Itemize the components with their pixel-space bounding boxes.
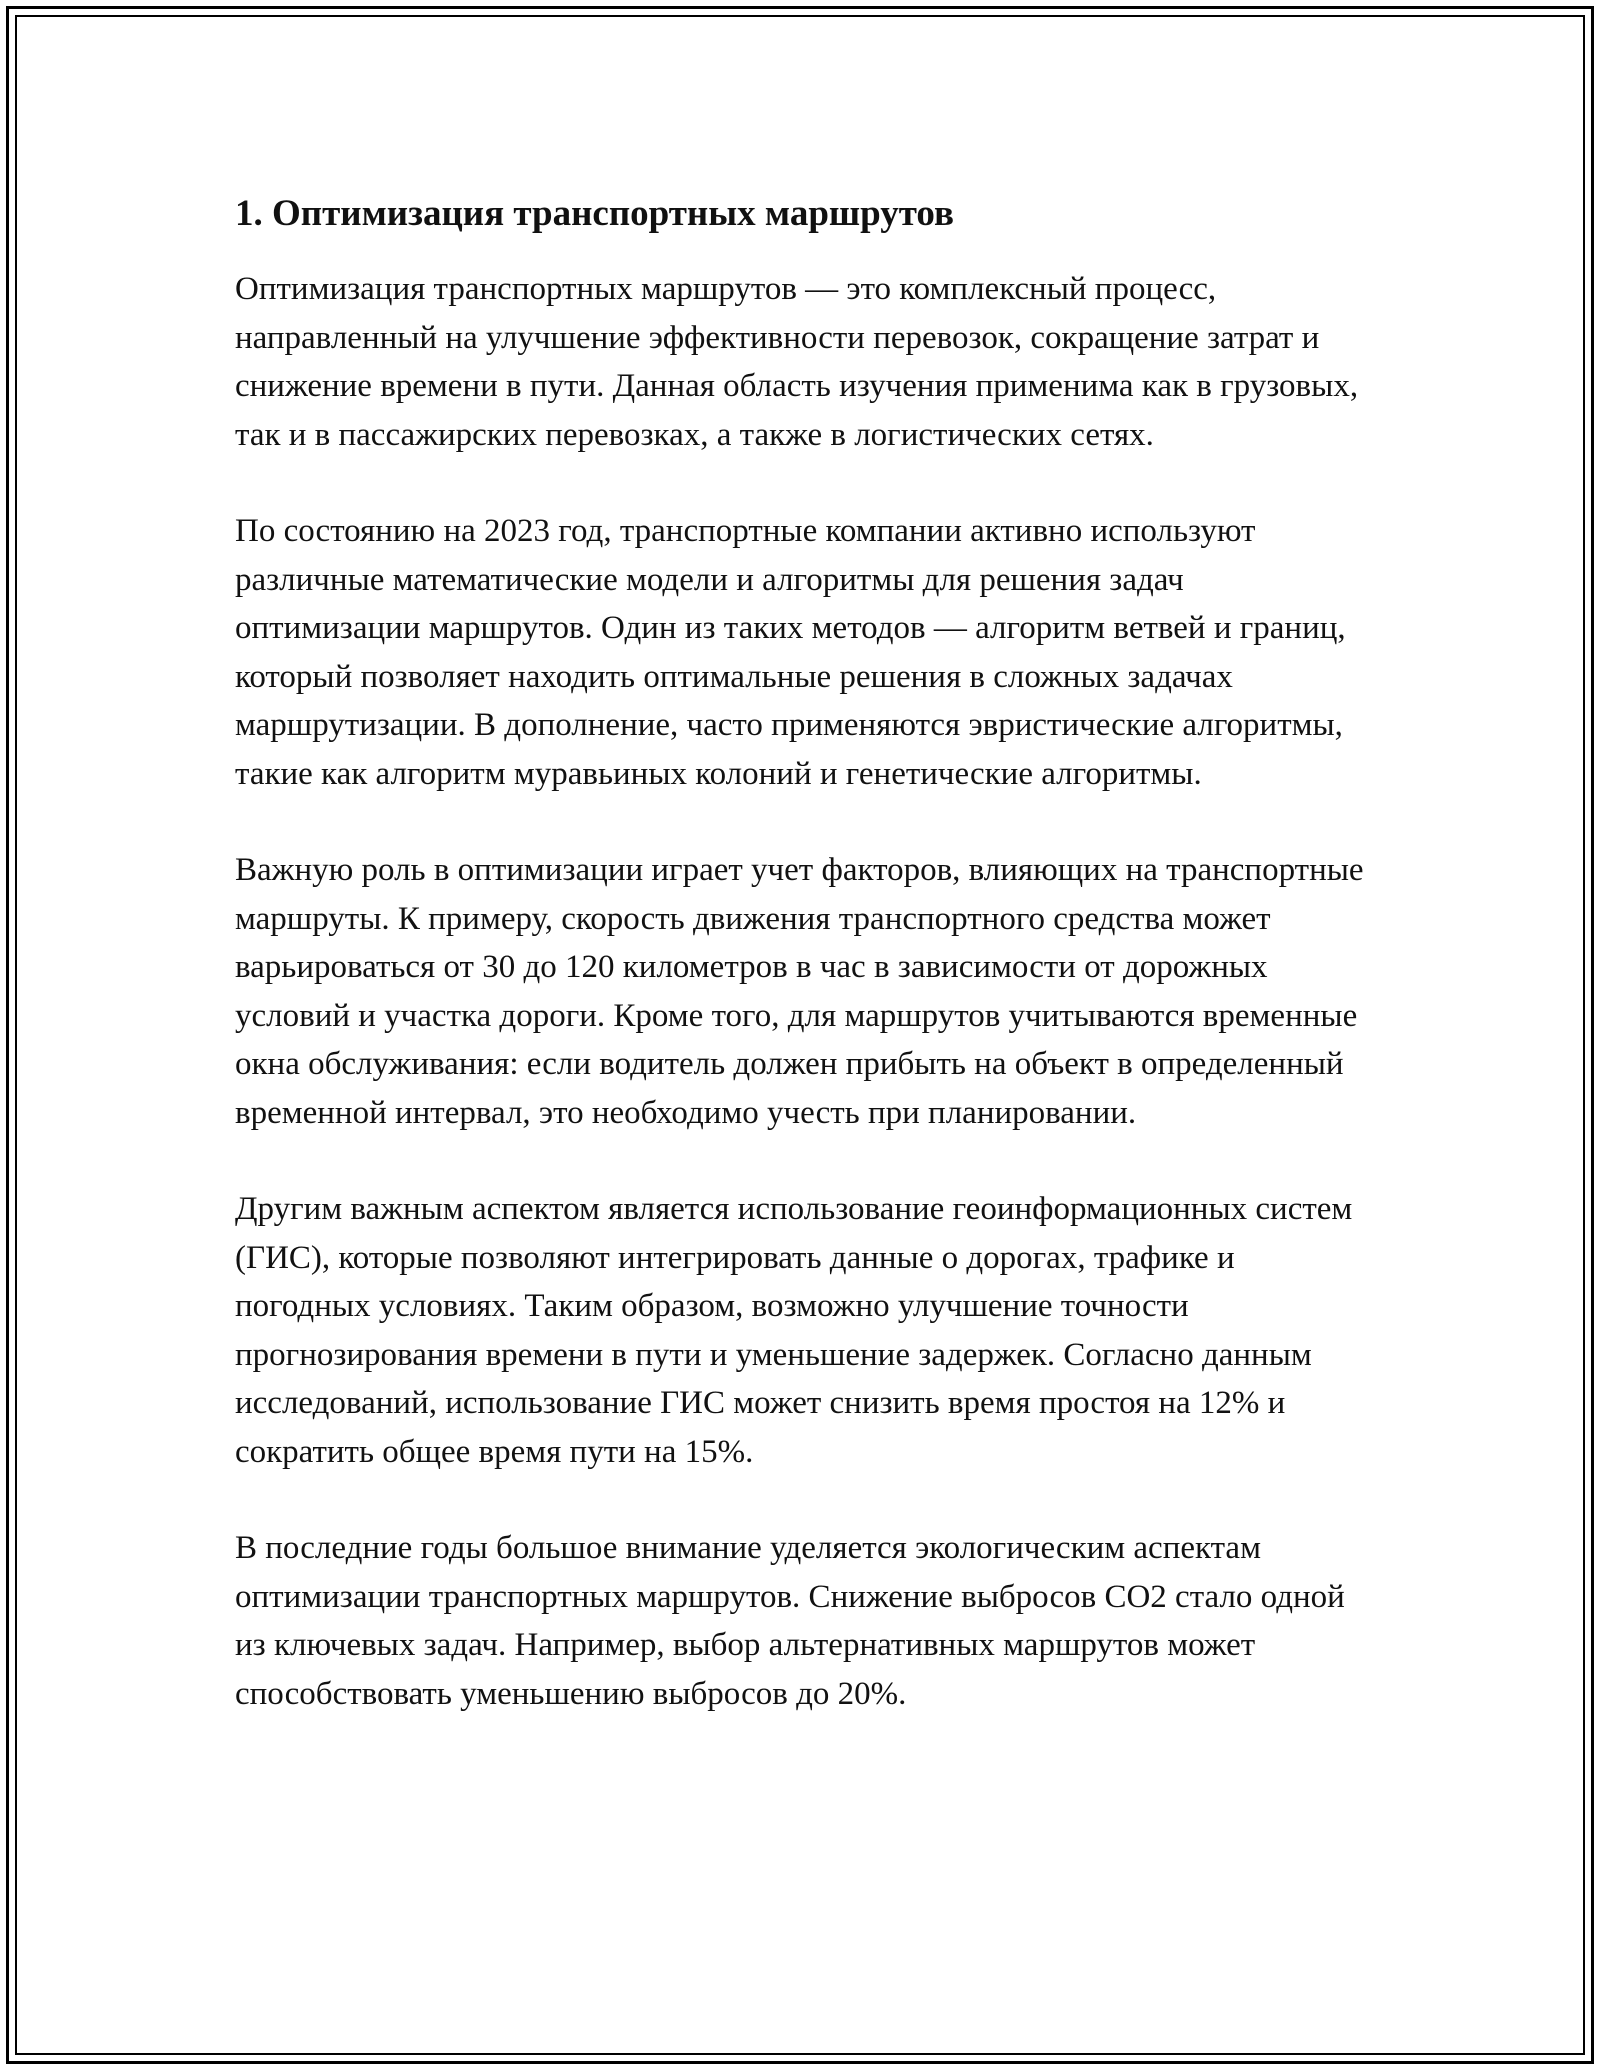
paragraph-factors: Важную роль в оптимизации играет учет факторов, влияющих на транспортные маршруты. К примеру, скорость движения транспортного средства может варьироваться от 30 до 120 километров в час в зависимости от дорожных условий и участка дороги. Кроме того, для маршрутов учитываются временные окна обслуживания: если водитель должен прибыть на объект в определенный временной интервал, это необходимо учесть при планировании.: [235, 852, 1364, 1131]
document-body: [235, 186, 1375, 1766]
section-heading: 1. Оптимизация транспортных маршрутов: [235, 193, 954, 234]
paragraph-intro: Оптимизация транспортных маршрутов — это комплексный процесс, направленный на улучшение эффективности перевозок, сокращение затрат и снижение времени в пути. Данная область изучения применима как в грузовых, так и в пассажирских перевозках, а также в логистических сетях.: [235, 271, 1359, 453]
paragraph-ecology: В последние годы большое внимание уделяется экологическим аспектам оптимизации транспортных маршрутов. Снижение выбросов CO2 стало одной из ключевых задач. Например, выбор альтернативных маршрутов может способствовать уменьшению выбросов до 20%.: [235, 1530, 1345, 1712]
paragraph-gis: Другим важным аспектом является использование геоинформационных систем (ГИС), которые позволяют интегрировать данные о дорогах, трафике и погодных условиях. Таким образом, возможно улучшение точности прогнозирования времени в пути и уменьшение задержек. Согласно данным исследований, использование ГИС может снизить время простоя на 12% и сократить общее время пути на 15%.: [235, 1191, 1353, 1470]
paragraph-algorithms: По состоянию на 2023 год, транспортные компании активно используют различные математические модели и алгоритмы для решения задач оптимизации маршрутов. Один из таких методов — алгоритм ветвей и границ, который позволяет находить оптимальные решения в сложных задачах маршрутизации. В дополнение, часто применяются эвристические алгоритмы, такие как алгоритм муравьиных колоний и генетические алгоритмы.: [235, 513, 1346, 792]
